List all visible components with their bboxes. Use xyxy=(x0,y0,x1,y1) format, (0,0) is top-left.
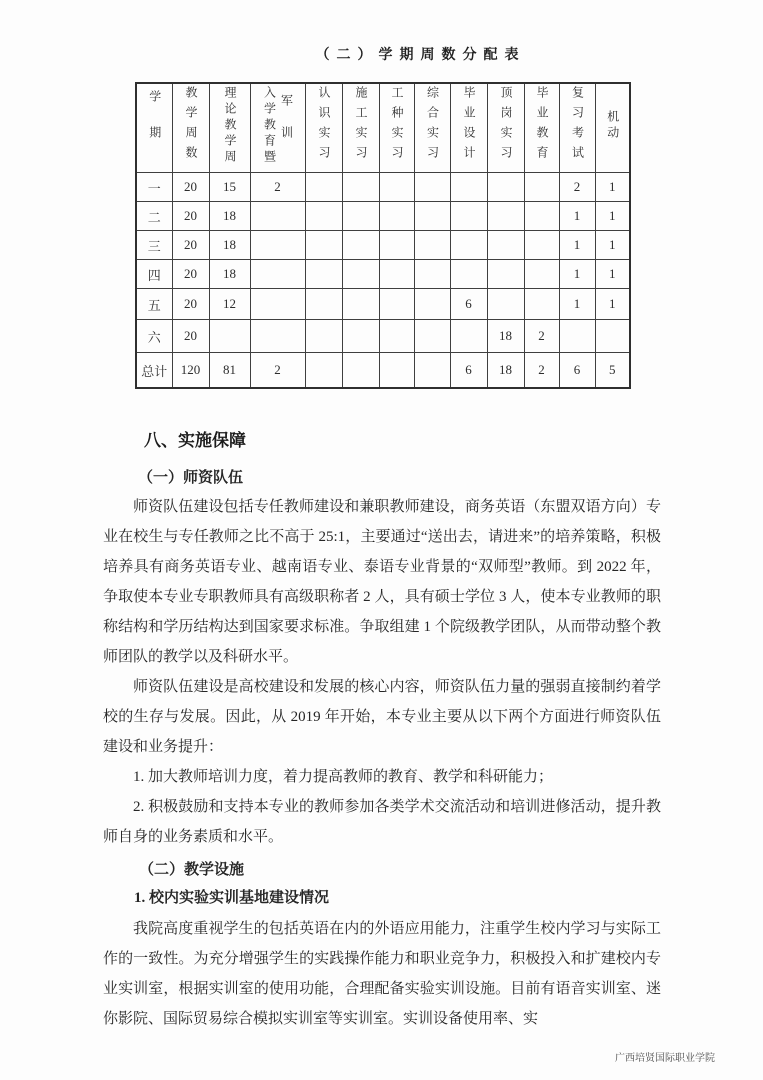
table-cell: 6 xyxy=(450,353,487,389)
table-cell xyxy=(305,202,342,231)
table-row xyxy=(136,231,630,260)
table-cell xyxy=(379,353,414,389)
table-cell: 18 xyxy=(209,202,250,231)
table-cell xyxy=(524,231,559,260)
table-cell: 1 xyxy=(559,260,595,289)
table-cell xyxy=(487,231,524,260)
table-total-row xyxy=(136,353,630,389)
table-cell xyxy=(250,231,305,260)
col-header-comprehensive-practice xyxy=(414,83,450,173)
table-cell: 2 xyxy=(559,173,595,202)
table-title: （二）学期周数分配表 xyxy=(315,48,526,63)
subsection-heading-teachers: （一）师资队伍 xyxy=(138,470,244,486)
col-header-post-internship xyxy=(487,83,524,173)
row-label: 四 xyxy=(136,260,172,289)
table-cell xyxy=(250,202,305,231)
vertical-header-text: 顶岗实习 xyxy=(499,86,513,166)
table-cell xyxy=(487,202,524,231)
col-header-theory-weeks xyxy=(209,83,250,173)
col-header-semester xyxy=(136,83,172,173)
table-cell: 1 xyxy=(559,231,595,260)
table-cell: 1 xyxy=(595,173,630,202)
table-cell xyxy=(414,260,450,289)
table-cell xyxy=(414,353,450,389)
semester-weeks-table xyxy=(135,82,631,389)
vertical-header-text: 施工实习 xyxy=(354,86,368,166)
table-cell xyxy=(305,231,342,260)
table-cell: 15 xyxy=(209,173,250,202)
table-cell xyxy=(305,353,342,389)
col-header-graduation-education xyxy=(524,83,559,173)
table-cell: 20 xyxy=(172,320,209,353)
col-header-teaching-weeks xyxy=(172,83,209,173)
table-cell: 6 xyxy=(559,353,595,389)
table-cell xyxy=(524,173,559,202)
vertical-header-text: 复习考试 xyxy=(570,86,585,166)
table-cell: 1 xyxy=(559,202,595,231)
table-cell xyxy=(414,320,450,353)
table-cell xyxy=(342,320,379,353)
table-cell xyxy=(342,289,379,320)
table-cell: 5 xyxy=(595,353,630,389)
table-cell xyxy=(524,202,559,231)
table-cell xyxy=(595,320,630,353)
vertical-header-text: 毕业设计 xyxy=(462,86,476,166)
table-cell xyxy=(250,289,305,320)
table-cell xyxy=(342,202,379,231)
table-cell: 12 xyxy=(209,289,250,320)
table-cell xyxy=(487,173,524,202)
col-header-construction-practice xyxy=(342,83,379,173)
table-row xyxy=(136,173,630,202)
table-header-row xyxy=(136,83,630,173)
subsection-heading-facilities: （二）教学设施 xyxy=(139,862,245,878)
table-cell: 20 xyxy=(172,231,209,260)
table-cell xyxy=(450,202,487,231)
vertical-header-text: 综合实习 xyxy=(425,86,440,166)
table-cell xyxy=(342,353,379,389)
col-header-cognition-practice xyxy=(305,83,342,173)
col-header-entrance-military xyxy=(250,83,305,173)
table-cell: 1 xyxy=(595,202,630,231)
paragraph-facilities: 我院高度重视学生的包括英语在内的外语应用能力，注重学生校内学习与实际工作的一致性。为充分增强学生的实践操作能力和职业竞争力，积极投入和扩建校内专业实训室，根据实训室的使用功能，合理配备实验实训设施。目前有语音实训室、迷你影院、国际贸易综合模拟实训室等实训室。实训设备使用率、实 xyxy=(103,921,661,1027)
table-cell: 2 xyxy=(250,173,305,202)
table-cell: 2 xyxy=(524,353,559,389)
footer-institution-name: 广西培贤国际职业学院 xyxy=(615,1053,715,1064)
paragraph-teacher-team-1: 师资队伍建设包括专任教师建设和兼职教师建设，商务英语（东盟双语方向）专业在校生与专任教师之比不高于 25:1，主要通过“送出去，请进来”的培养策略，积极培养具有商务英语专业、越南语专业、泰语专业背景的“双师型”教师。到 2022 年，争取使本专业专职教师具有高级职称者 2 人，具有硕士学位 3 人，使本专业教师的职称结构和学历结构达到国家要求标准。争取组建 1 个院级教学团队，从而带动整个教师团队的教学以及科研水平。 xyxy=(103,499,661,665)
table-cell xyxy=(450,260,487,289)
table-cell: 81 xyxy=(209,353,250,389)
table-cell: 120 xyxy=(172,353,209,389)
vertical-header-text: 理论教学周 xyxy=(223,86,237,166)
row-label: 六 xyxy=(136,320,172,353)
table-cell xyxy=(450,173,487,202)
document-body xyxy=(103,430,661,1034)
table-cell: 1 xyxy=(595,231,630,260)
table-cell xyxy=(524,260,559,289)
table-cell xyxy=(342,260,379,289)
col-header-flexible xyxy=(595,83,630,173)
col-header-graduation-design xyxy=(450,83,487,173)
col-header-worktype-practice xyxy=(379,83,414,173)
table-cell: 18 xyxy=(209,231,250,260)
subsection-item-heading: 1. 校内实验实训基地建设情况 xyxy=(134,890,330,906)
table-cell xyxy=(379,231,414,260)
table-cell xyxy=(379,260,414,289)
table-cell xyxy=(342,231,379,260)
vertical-header-text: 认识实习 xyxy=(317,86,331,166)
table-cell xyxy=(250,320,305,353)
paragraph-teacher-team-2: 师资队伍建设是高校建设和发展的核心内容，师资队伍力量的强弱直接制约着学校的生存与发展。因此，从 2019 年开始，本专业主要从以下两个方面进行师资队伍建设和业务提升： xyxy=(103,679,661,755)
table-cell: 18 xyxy=(487,320,524,353)
vertical-header-text: 学期 xyxy=(147,90,162,162)
table-cell: 20 xyxy=(172,202,209,231)
table-cell xyxy=(209,320,250,353)
table-cell xyxy=(487,289,524,320)
table-cell xyxy=(342,173,379,202)
list-item-2: 2. 积极鼓励和支持本专业的教师参加各类学术交流活动和培训进修活动，提升教师自身的业务素质和水平。 xyxy=(103,799,661,845)
row-label: 三 xyxy=(136,231,172,260)
table-cell: 2 xyxy=(524,320,559,353)
table-cell xyxy=(379,320,414,353)
table-cell xyxy=(559,320,595,353)
vertical-header-text: 入学教育暨 军训 xyxy=(262,86,294,166)
table-cell xyxy=(487,260,524,289)
table-cell xyxy=(524,289,559,320)
table-row xyxy=(136,202,630,231)
table-cell xyxy=(414,231,450,260)
table-cell: 1 xyxy=(595,289,630,320)
table-cell xyxy=(450,320,487,353)
table-cell xyxy=(414,202,450,231)
row-label: 总计 xyxy=(136,353,172,389)
table-cell xyxy=(450,231,487,260)
row-label: 五 xyxy=(136,289,172,320)
table-cell xyxy=(414,289,450,320)
table-cell: 6 xyxy=(450,289,487,320)
vertical-header-text: 毕业教育 xyxy=(535,86,549,166)
table-cell: 20 xyxy=(172,289,209,320)
list-item-1: 1. 加大教师培训力度，着力提高教师的教育、教学和科研能力； xyxy=(133,769,554,785)
section-heading: 八、实施保障 xyxy=(144,431,246,450)
table-cell: 18 xyxy=(209,260,250,289)
vertical-header-text: 机动 xyxy=(605,110,620,142)
vertical-header-text: 教学周数 xyxy=(184,86,198,166)
table-cell xyxy=(414,173,450,202)
table-cell xyxy=(379,173,414,202)
table-cell: 20 xyxy=(172,173,209,202)
table-cell xyxy=(379,202,414,231)
table-cell: 1 xyxy=(595,260,630,289)
table-cell: 20 xyxy=(172,260,209,289)
col-header-review-exam xyxy=(559,83,595,173)
table-cell xyxy=(305,260,342,289)
vertical-header-text: 工种实习 xyxy=(390,86,404,166)
table-cell: 2 xyxy=(250,353,305,389)
table-cell xyxy=(379,289,414,320)
row-label: 二 xyxy=(136,202,172,231)
table-row xyxy=(136,320,630,353)
table-row xyxy=(136,260,630,289)
table-cell: 18 xyxy=(487,353,524,389)
table-cell xyxy=(250,260,305,289)
table-cell xyxy=(305,173,342,202)
row-label: 一 xyxy=(136,173,172,202)
table-cell xyxy=(305,289,342,320)
table-cell xyxy=(305,320,342,353)
table-row xyxy=(136,289,630,320)
table-cell: 1 xyxy=(559,289,595,320)
